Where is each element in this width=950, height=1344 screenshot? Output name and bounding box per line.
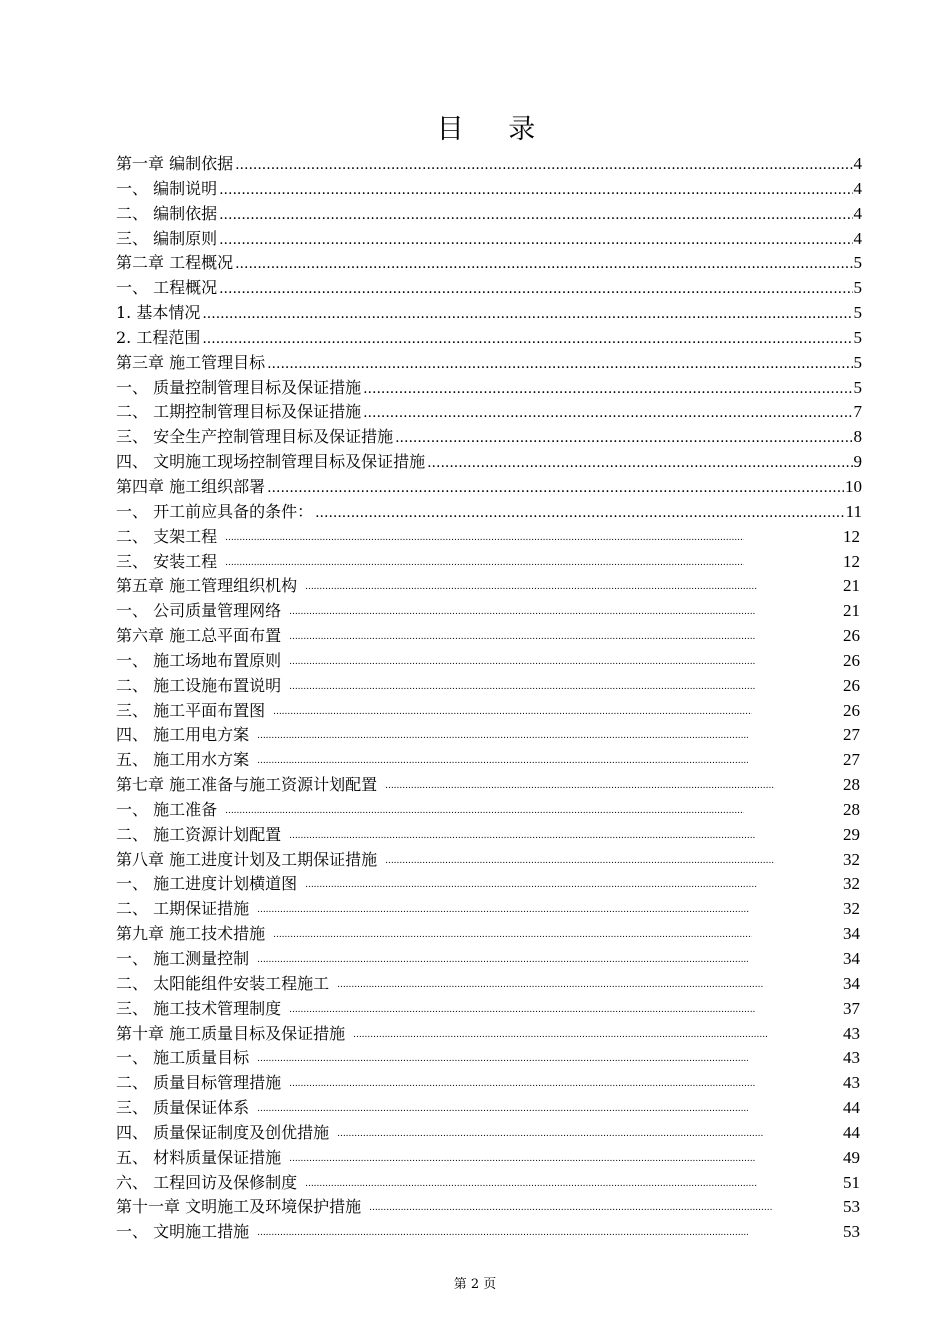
toc-entry-text: 一、 施工场地布置原则	[116, 650, 282, 670]
toc-dot-leader	[289, 1147, 756, 1172]
toc-dot-leader	[289, 998, 756, 1023]
toc-page-number: 28	[843, 799, 860, 819]
toc-entry-text: 1. 基本情况	[116, 303, 201, 323]
toc-dot-leader	[289, 625, 756, 650]
toc-entry-text: 第六章 施工总平面布置	[116, 626, 282, 646]
toc-entry-text: 二、 质量目标管理措施	[116, 1073, 282, 1093]
toc-page-number: 12	[843, 526, 860, 546]
toc-entry-text: 一、 施工测量控制	[116, 949, 250, 968]
toc-dot-leader	[289, 675, 756, 700]
toc-dot-leader	[427, 450, 852, 475]
toc-page-number: 27	[843, 750, 860, 770]
toc-entry[interactable]	[116, 872, 862, 897]
toc-page-number: 26	[843, 650, 860, 670]
toc-dot-leader	[225, 551, 744, 576]
toc-dot-leader	[219, 177, 852, 202]
toc-page-number: 34	[843, 924, 860, 944]
toc-page-number: 21	[843, 601, 860, 621]
toc-entry-text: 一、 施工进度计划横道图	[116, 874, 298, 894]
toc-page-number: 43	[843, 1073, 860, 1093]
toc-dot-leader	[305, 873, 758, 898]
toc-dot-leader	[395, 425, 852, 450]
toc-dot-leader	[257, 749, 748, 774]
toc-dot-leader	[305, 575, 758, 600]
toc-entry-text: 三、 施工平面布置图	[116, 700, 266, 720]
toc-entry-text: 第二章 工程概况	[116, 253, 234, 273]
toc-entry-text: 第十章 施工质量目标及保证措施	[116, 1023, 346, 1043]
toc-dot-leader	[363, 376, 852, 401]
toc-entry[interactable]	[116, 823, 862, 848]
toc-entry[interactable]	[116, 500, 862, 525]
toc-page-number: 27	[843, 725, 860, 745]
toc-entry[interactable]	[116, 624, 862, 649]
toc-page-number: 5	[853, 303, 862, 323]
toc-entry-text: 三、 质量保证体系	[116, 1098, 250, 1118]
toc-dot-leader	[257, 724, 748, 749]
toc-entry[interactable]	[116, 972, 862, 997]
toc-dot-leader	[257, 948, 748, 973]
toc-dot-leader	[235, 251, 852, 276]
toc-dot-leader	[289, 1072, 756, 1097]
page-footer: 第 2 页	[453, 1277, 497, 1292]
toc-dot-leader	[267, 351, 852, 376]
toc-page-number: 5	[853, 377, 862, 397]
toc-entry[interactable]	[116, 351, 862, 376]
toc-entry[interactable]	[116, 177, 862, 202]
toc-entry[interactable]	[116, 251, 862, 276]
toc-dot-leader	[202, 301, 852, 326]
toc-page-number: 32	[843, 849, 860, 869]
toc-page-number: 4	[853, 154, 862, 173]
toc-entry-text: 六、 工程回访及保修制度	[116, 1172, 298, 1192]
toc-entry[interactable]	[116, 897, 862, 922]
toc-dot-leader	[219, 276, 852, 301]
toc-dot-leader	[257, 1097, 748, 1122]
toc-page-number: 9	[853, 452, 862, 472]
toc-page-number: 51	[843, 1172, 860, 1192]
toc-dot-leader	[305, 1172, 758, 1197]
toc-entry-text: 五、 施工用水方案	[116, 750, 250, 770]
toc-dot-leader	[315, 500, 845, 525]
toc-page-number: 29	[843, 824, 860, 844]
toc-page-number: 4	[853, 178, 862, 198]
toc-page-number: 26	[843, 675, 860, 695]
toc-page-number: 53	[843, 1222, 860, 1242]
toc-page-number: 4	[853, 203, 862, 223]
toc-entry[interactable]	[116, 674, 862, 699]
toc-dot-leader	[225, 799, 744, 824]
toc-entry-text: 第九章 施工技术措施	[116, 924, 266, 944]
toc-entry[interactable]	[116, 1146, 862, 1171]
toc-entry[interactable]	[116, 550, 862, 575]
toc-entry[interactable]	[116, 997, 862, 1022]
toc-dot-leader	[289, 650, 756, 675]
toc-dot-leader	[219, 202, 852, 227]
toc-dot-leader	[267, 475, 844, 500]
toc-dot-leader	[257, 1221, 748, 1246]
toc-entry-text: 2. 工程范围	[116, 327, 201, 347]
toc-page-number: 5	[853, 253, 862, 273]
toc-entry-text: 二、 支架工程	[116, 526, 218, 546]
toc-entry[interactable]	[116, 376, 862, 401]
toc-entry-text: 一、 文明施工措施	[116, 1222, 250, 1242]
toc-entry[interactable]	[116, 326, 862, 351]
toc-entry[interactable]	[116, 922, 862, 947]
toc-entry[interactable]	[116, 1220, 862, 1245]
toc-entry[interactable]	[116, 699, 862, 724]
toc-entry-text: 二、 工期控制管理目标及保证措施	[116, 402, 362, 422]
toc-entry[interactable]	[116, 1171, 862, 1196]
toc-entry[interactable]	[116, 574, 862, 599]
toc-entry-text: 二、 施工设施布置说明	[116, 675, 282, 695]
toc-entry-text: 一、 开工前应具备的条件：	[116, 501, 314, 521]
toc-dot-leader	[225, 526, 744, 551]
toc-page-number: 34	[843, 973, 860, 993]
toc-dot-leader	[289, 600, 756, 625]
toc-dot-leader	[337, 973, 764, 998]
toc-entry[interactable]	[116, 947, 862, 972]
toc-page-number: 26	[843, 626, 860, 646]
toc-entry[interactable]	[116, 748, 862, 773]
toc-page-number: 32	[843, 874, 860, 894]
toc-entry-text: 三、 安全生产控制管理目标及保证措施	[116, 427, 394, 447]
toc-page-number: 43	[843, 1048, 860, 1068]
toc-entry-text: 二、 工期保证措施	[116, 899, 250, 919]
toc-entry[interactable]	[116, 525, 862, 550]
toc-entry-text: 四、 施工用电方案	[116, 725, 250, 745]
toc-page-number: 28	[843, 775, 860, 795]
toc-entry[interactable]	[116, 1071, 862, 1096]
toc-entry[interactable]	[116, 475, 862, 500]
toc-entry[interactable]	[116, 400, 862, 425]
toc-entry[interactable]	[116, 1121, 862, 1146]
toc-page-number: 43	[843, 1023, 860, 1043]
toc-entry-text: 一、 编制说明	[116, 178, 218, 198]
toc-entry-text: 一、 质量控制管理目标及保证措施	[116, 377, 362, 397]
toc-entry-text: 三、 安装工程	[116, 551, 218, 571]
toc-entry[interactable]	[116, 425, 862, 450]
toc-entry-text: 第十一章 文明施工及环境保护措施	[116, 1197, 362, 1217]
toc-entry-text: 二、 太阳能组件安装工程施工	[116, 973, 330, 993]
toc-entry[interactable]	[116, 152, 862, 177]
toc-entry[interactable]	[116, 227, 862, 252]
toc-entry-text: 二、 施工资源计划配置	[116, 824, 282, 844]
toc-dot-leader	[202, 326, 852, 351]
toc-list	[116, 152, 862, 1245]
toc-page-number: 44	[843, 1122, 860, 1142]
toc-page-number: 5	[853, 352, 862, 372]
toc-entry[interactable]	[116, 276, 862, 301]
toc-entry[interactable]	[116, 649, 862, 674]
toc-entry[interactable]	[116, 1096, 862, 1121]
toc-dot-leader	[385, 849, 774, 874]
toc-page-number: 49	[843, 1147, 860, 1167]
toc-entry[interactable]	[116, 798, 862, 823]
toc-entry[interactable]	[116, 773, 862, 798]
toc-page-number: 26	[843, 700, 860, 720]
toc-page-number: 44	[843, 1098, 860, 1118]
toc-entry[interactable]	[116, 723, 862, 748]
toc-page-number: 8	[853, 427, 862, 447]
toc-entry-text: 四、 质量保证制度及创优措施	[116, 1122, 330, 1142]
toc-entry-text: 一、 公司质量管理网络	[116, 601, 282, 621]
toc-entry-text: 四、 文明施工现场控制管理目标及保证措施	[116, 452, 426, 472]
toc-page-number: 5	[853, 327, 862, 347]
toc-title: 目 录	[436, 114, 554, 145]
toc-entry[interactable]	[116, 1022, 862, 1047]
toc-page-number: 53	[843, 1197, 860, 1217]
toc-dot-leader	[257, 1047, 748, 1072]
toc-dot-leader	[289, 824, 756, 849]
toc-dot-leader	[385, 774, 774, 799]
toc-entry-text: 第四章 施工组织部署	[116, 476, 266, 496]
toc-dot-leader	[369, 1196, 772, 1221]
toc-entry[interactable]	[116, 450, 862, 475]
toc-entry[interactable]	[116, 848, 862, 873]
toc-entry-text: 三、 施工技术管理制度	[116, 998, 282, 1018]
toc-entry-text: 第五章 施工管理组织机构	[116, 576, 298, 596]
toc-entry-text: 第八章 施工进度计划及工期保证措施	[116, 849, 378, 869]
toc-page-number: 7	[853, 402, 862, 422]
toc-entry-text: 二、 编制依据	[116, 203, 218, 223]
toc-dot-leader	[273, 700, 752, 725]
toc-entry[interactable]	[116, 301, 862, 326]
toc-page-number: 32	[843, 899, 860, 919]
toc-entry-text: 第三章 施工管理目标	[116, 352, 266, 372]
toc-entry-text: 三、 编制原则	[116, 228, 218, 248]
toc-entry[interactable]	[116, 599, 862, 624]
toc-page-number: 5	[853, 278, 862, 298]
toc-entry-text: 一、 工程概况	[116, 278, 218, 298]
toc-page-number: 4	[853, 228, 862, 248]
toc-entry-text: 一、 施工质量目标	[116, 1048, 250, 1068]
toc-entry-text: 一、 施工准备	[116, 799, 218, 819]
toc-dot-leader	[219, 227, 852, 252]
toc-entry-text: 第七章 施工准备与施工资源计划配置	[116, 775, 378, 795]
toc-entry[interactable]	[116, 1046, 862, 1071]
toc-dot-leader	[235, 152, 852, 177]
toc-page-number: 10	[845, 476, 862, 496]
toc-dot-leader	[273, 923, 752, 948]
toc-entry-text: 五、 材料质量保证措施	[116, 1147, 282, 1167]
toc-dot-leader	[363, 400, 852, 425]
toc-dot-leader	[257, 898, 750, 923]
toc-page-number: 34	[843, 949, 860, 968]
toc-entry[interactable]	[116, 1195, 862, 1220]
toc-page-number: 21	[843, 576, 860, 596]
toc-entry-text: 第一章 编制依据	[116, 154, 234, 173]
toc-dot-leader	[353, 1023, 768, 1048]
toc-page-number: 37	[843, 998, 860, 1018]
toc-entry[interactable]	[116, 202, 862, 227]
toc-page-number: 12	[843, 551, 860, 571]
toc-dot-leader	[337, 1122, 764, 1147]
toc-page-number: 11	[845, 501, 862, 521]
